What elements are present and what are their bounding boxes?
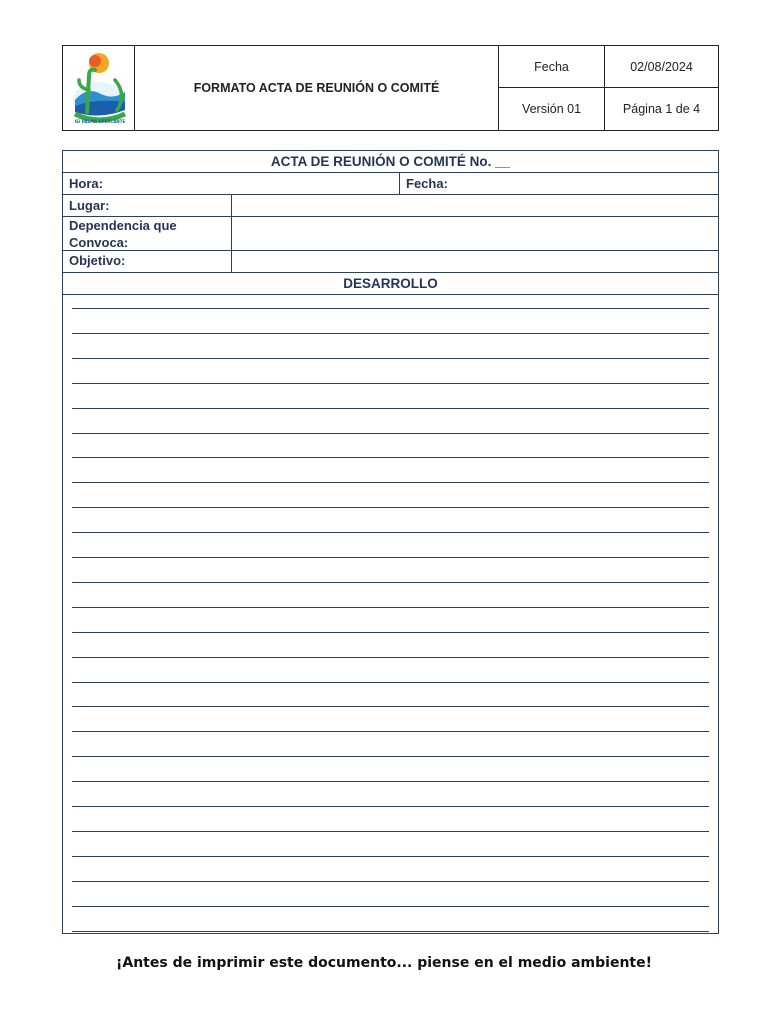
meeting-form xyxy=(62,150,719,934)
writing-line xyxy=(72,582,709,583)
writing-line xyxy=(72,358,709,359)
footer-note: ¡Antes de imprimir este documento... piense en el medio ambiente! xyxy=(115,955,652,971)
writing-line xyxy=(72,682,709,683)
fecha-value: 02/08/2024 xyxy=(605,46,718,88)
writing-line xyxy=(72,532,709,533)
writing-line xyxy=(72,607,709,608)
writing-line xyxy=(72,781,709,782)
desarrollo-row xyxy=(63,273,718,295)
writing-line xyxy=(72,433,709,434)
writing-lines xyxy=(72,296,709,933)
writing-line xyxy=(72,706,709,707)
form-title: ACTA DE REUNIÓN O COMITÉ No. __ xyxy=(270,154,511,169)
dependencia-label-line2: Convoca: xyxy=(69,235,129,250)
page-number: Página 1 de 4 xyxy=(622,102,701,116)
writing-line xyxy=(72,731,709,732)
writing-line xyxy=(72,507,709,508)
document-header xyxy=(62,45,719,131)
writing-line xyxy=(72,408,709,409)
document-title: FORMATO ACTA DE REUNIÓN O COMITÉ xyxy=(135,46,499,130)
objetivo-row xyxy=(63,251,718,273)
objetivo-label: Objetivo: xyxy=(69,253,126,268)
divider xyxy=(231,217,232,250)
writing-line xyxy=(72,756,709,757)
writing-line xyxy=(72,557,709,558)
lugar-label: Lugar: xyxy=(69,198,110,213)
writing-line xyxy=(72,906,709,907)
document-meta xyxy=(499,46,718,130)
divider xyxy=(231,195,232,216)
fecha-label: Fecha xyxy=(499,46,605,88)
logo-cell xyxy=(63,46,135,130)
form-title-row xyxy=(63,151,718,173)
writing-line xyxy=(72,632,709,633)
writing-line xyxy=(72,383,709,384)
desarrollo-title: DESARROLLO xyxy=(343,276,438,291)
writing-line xyxy=(72,482,709,483)
writing-line xyxy=(72,931,709,932)
writing-line xyxy=(72,333,709,334)
lugar-row xyxy=(63,195,718,217)
writing-line xyxy=(72,457,709,458)
writing-line xyxy=(72,881,709,882)
divider xyxy=(231,251,232,272)
logo-text: IEI PALMA APERCANTE xyxy=(74,119,125,124)
institution-logo-icon xyxy=(67,50,131,126)
writing-line xyxy=(72,831,709,832)
divider xyxy=(399,173,400,194)
writing-line xyxy=(72,806,709,807)
writing-line xyxy=(72,856,709,857)
dependencia-label-line1: Dependencia que xyxy=(69,218,177,233)
writing-line xyxy=(72,657,709,658)
version-label: Versión 01 xyxy=(499,88,605,130)
fecha-field-label: Fecha: xyxy=(406,176,448,191)
writing-line xyxy=(72,308,709,309)
hora-label: Hora: xyxy=(69,176,103,191)
hora-fecha-row xyxy=(63,173,718,195)
dependencia-row xyxy=(63,217,718,251)
